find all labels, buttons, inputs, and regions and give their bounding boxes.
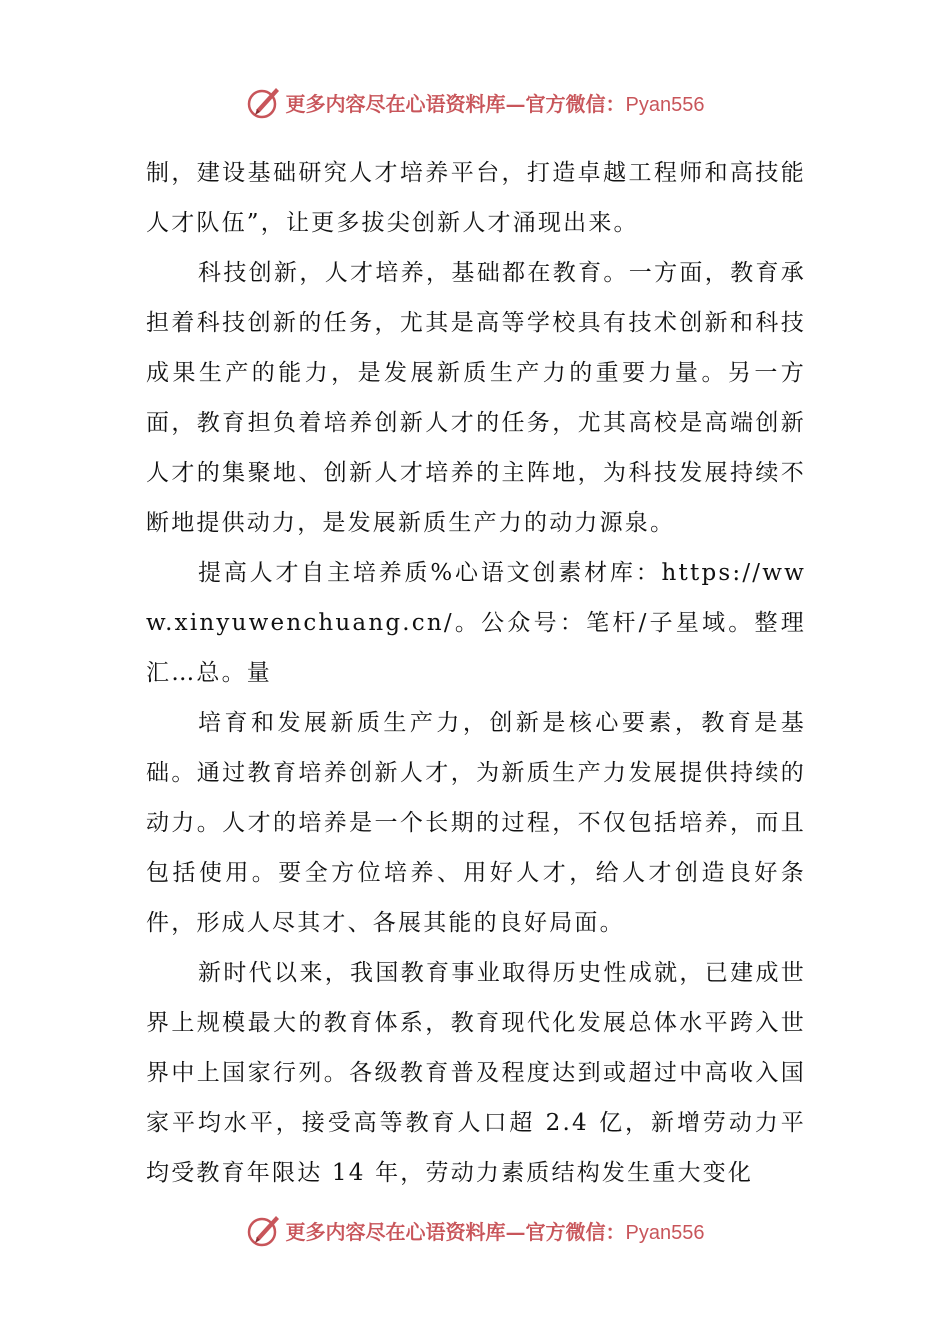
banner-text: 更多内容尽在心语资料库—官方微信：Pyan556 [285, 91, 705, 116]
paragraph-5: 新时代以来，我国教育事业取得历史性成就，已建成世界上规模最大的教育体系，教育现代化发展总体水平跨入世界中上国家行列。各级教育普及程度达到或超过中高收入国家平均水平，接受高等教育人口超 2.4 亿，新增劳动力平均受教育年限达 14 年，劳动力素质结构发生重大变化 [146, 960, 806, 1186]
footer-banner [0, 1210, 950, 1250]
document-body [146, 148, 806, 1198]
paragraph-1: 制，建设基础研究人才培养平台，打造卓越工程师和高技能人才队伍”，让更多拔尖创新人才涌现出来。 [146, 160, 806, 236]
paragraph-3: 提高人才自主培养质%心语文创素材库：https://www.xinyuwenchuang.cn/。公众号：笔杆/子星域。整理汇…总。量 [146, 560, 806, 686]
wechat-id: Pyan556 [625, 1221, 705, 1244]
quill-logo-icon [246, 84, 282, 120]
quill-logo-icon [246, 1212, 282, 1248]
header-banner [0, 82, 950, 122]
paragraph-4: 培育和发展新质生产力，创新是核心要素，教育是基础。通过教育培养创新人才，为新质生产力发展提供持续的动力。人才的培养是一个长期的过程，不仅包括培养，而且包括使用。要全方位培养、用好人才，给人才创造良好条件，形成人尽其才、各展其能的良好局面。 [146, 710, 806, 936]
banner-text: 更多内容尽在心语资料库—官方微信：Pyan556 [285, 1219, 705, 1244]
paragraph-2: 科技创新，人才培养，基础都在教育。一方面，教育承担着科技创新的任务，尤其是高等学校具有技术创新和科技成果生产的能力，是发展新质生产力的重要力量。另一方面，教育担负着培养创新人才的任务，尤其高校是高端创新人才的集聚地、创新人才培养的主阵地，为科技发展持续不断地提供动力，是发展新质生产力的动力源泉。 [146, 260, 806, 536]
wechat-id: Pyan556 [625, 93, 705, 116]
